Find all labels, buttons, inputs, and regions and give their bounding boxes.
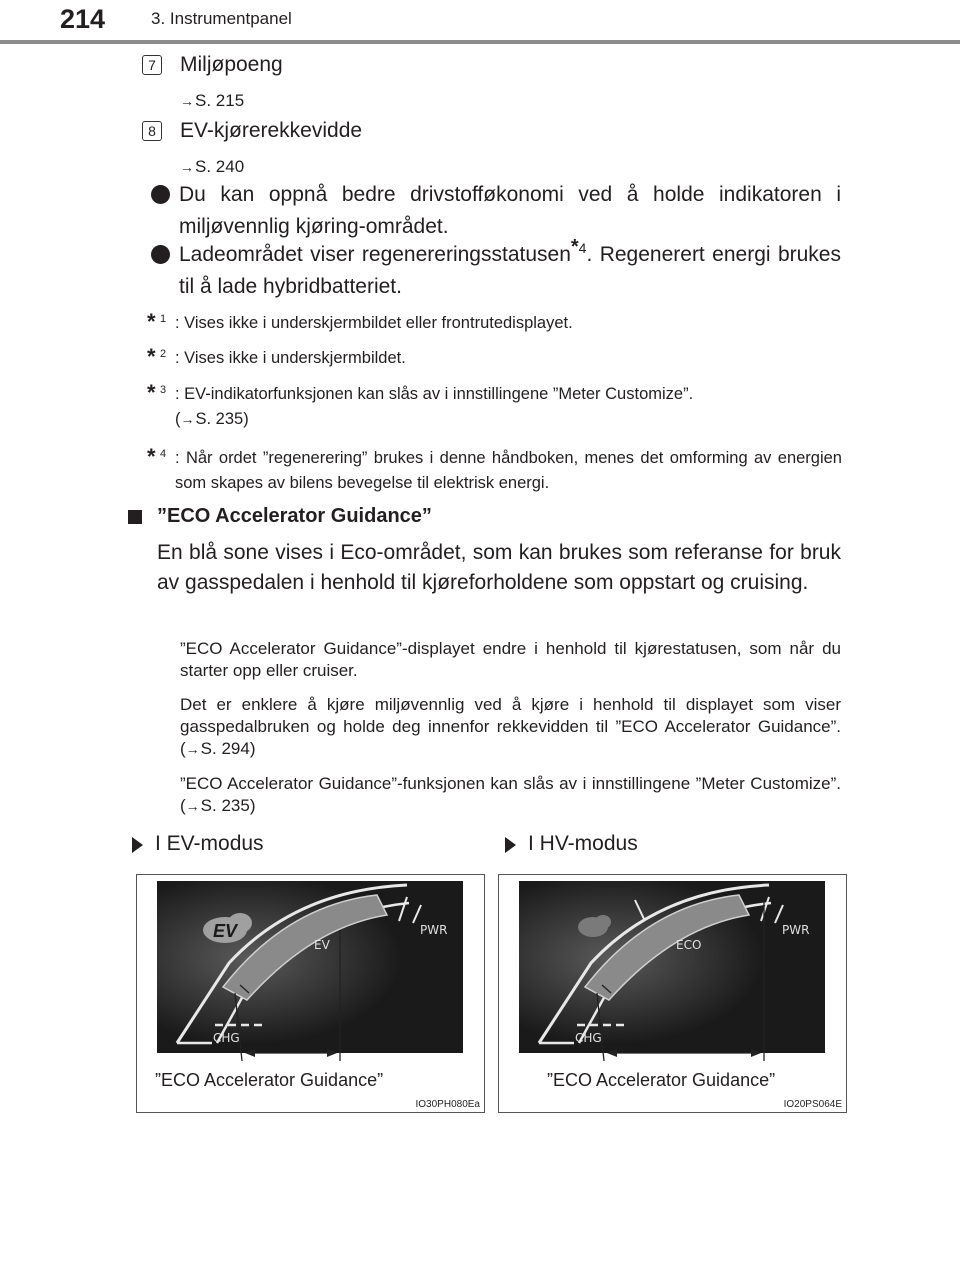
arrow-right-icon: → [185,741,200,757]
section-title: ”ECO Accelerator Guidance” [157,505,432,527]
section-square-icon [128,510,142,524]
triangle-bullet-icon [505,837,516,853]
section-note: Det er enklere å kjøre miljøvennlig ved å kjøre i henhold til displayet som viser gasspedalbruken og holde deg innenfor rekkevidden til ”ECO Accelerator Guidance”. (→S. 294) [180,695,841,758]
arrow-right-icon: → [185,798,200,814]
page-number: 214 [60,4,106,34]
item-number-8: 8 [142,121,162,141]
bullet-item: Du kan oppnå bedre drivstofføkonomi ved å holde indikatoren i miljøvennlig kjøring-området. [151,179,841,243]
figure-hv-mode [498,874,847,1113]
note-ref-link[interactable]: S. 294) [200,739,256,758]
figure-code: IO30PH080Ea [415,1099,480,1110]
item-number-7: 7 [142,55,162,75]
arrow-right-icon: → [180,159,194,175]
pwr-label: PWR [782,923,810,937]
triangle-bullet-icon [132,837,143,853]
item-ref-8[interactable]: →S. 240 [180,157,245,176]
zone-label: EV [314,938,330,952]
item-ref-7[interactable]: →S. 215 [180,91,245,110]
arrow-right-icon: → [180,93,194,109]
bullet-dot-icon [151,185,170,204]
figure-code: IO20PS064E [783,1099,842,1110]
footnote-ref-link[interactable]: S. 235) [195,410,249,428]
figure-ev-mode [136,874,485,1113]
footnote-2: * 2 : Vises ikke i underskjermbildet. [147,344,406,369]
footnote-3: * 3 : EV-indikatorfunksjonen kan slås av i innstillingene ”Meter Customize”. (→S. 235) [147,380,694,428]
bullet-dot-icon [151,245,170,264]
footnote-4: * 4 : Når ordet ”regenerering” brukes i denne håndboken, menes det omforming av energien som skapes av bilens bevegelse til elektrisk energi. [147,444,842,492]
footnote-1: * 1 : Vises ikke i underskjermbildet eller frontrutedisplayet. [147,309,573,334]
mode-label-ev: I EV-modus [155,832,264,855]
figure-caption: ”ECO Accelerator Guidance” [547,1070,776,1090]
item-title-ev-range: EV-kjørerekkevidde [180,119,363,142]
arrow-right-icon: → [180,411,195,427]
ev-badge-text: EV [212,921,238,941]
item-title-miljopoeng: Miljøpoeng [180,53,283,76]
zone-label: ECO [676,938,702,952]
mode-label-hv: I HV-modus [528,832,638,855]
chg-label: CHG [213,1031,240,1045]
note-ref-link[interactable]: S. 235) [200,796,256,815]
chapter-title: 3. Instrumentpanel [151,9,292,28]
pwr-label: PWR [420,923,448,937]
figure-caption: ”ECO Accelerator Guidance” [155,1070,384,1090]
chg-label: CHG [575,1031,602,1045]
bullet-item: Ladeområdet viser regenereringsstatusen$^{*4}$. Regenerert energi brukes til å lade hybridbatteriet. [151,239,841,303]
section-intro: En blå sone vises i Eco-området, som kan brukes som referanse for bruk av gasspedalen i henhold til kjøreforholdene som oppstart og cruising. [157,541,841,594]
section-note: ”ECO Accelerator Guidance”-displayet endre i henhold til kjørestatusen, som når du starter opp eller cruiser. [180,639,841,680]
section-note: ”ECO Accelerator Guidance”-funksjonen kan slås av i innstillingene ”Meter Customize”. (→S. 235) [180,774,841,815]
header-rule [0,40,960,44]
